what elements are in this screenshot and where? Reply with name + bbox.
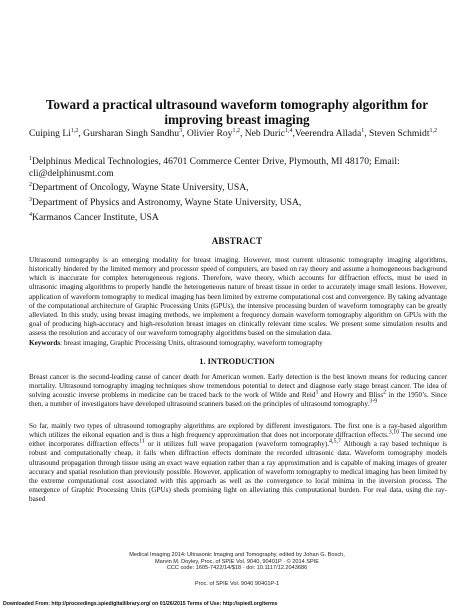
author-affiliation-mark: 3 bbox=[179, 127, 183, 134]
affiliation-text: Department of Oncology, Wayne State University, USA, bbox=[32, 182, 249, 193]
body-text: or it utilizes full wave propagation (waveform tomography). bbox=[144, 440, 330, 449]
keywords-label: Keywords bbox=[29, 339, 61, 347]
author-affiliation-mark: 1 bbox=[361, 127, 365, 134]
affiliation-number: 3 bbox=[29, 196, 32, 203]
footer-line: CCC code: 1605-7422/14/$18 · doi: 10.1117/12.2043686 bbox=[166, 565, 308, 572]
affiliation-number: 2 bbox=[29, 181, 32, 188]
footer-line: Marvin M. Doyley, Proc. of SPIE Vol. 9040, 90401P · © 2014 SPIE bbox=[154, 558, 320, 565]
author-list: Cuiping Li$^{1,2}$, Gursharan Singh Sandhu$^3$, Olivier Roy$^{1,2}$, Neb Duric$^{1,4}$,Veerendra Allada$^1$, Steven Schmidt$^{1,2}$ bbox=[29, 127, 438, 139]
abstract-text: Ultrasound tomography is an emerging modality for breast imaging. However, most current ultrasonic tomography imaging algorithms, historically hindered by the limited memory and processor speed of computers, are based on ray theory and assume a homogeneous background which is inaccurate for complex heterogeneous regions. Therefore, wave theory, which accounts for diffraction effects, must be used in ultrasonic imaging algorithms to properly handle the heterogeneous nature of breast tissue in order to accurately image small lesions. However, application of waveform tomography to medical imaging has been limited by extreme computational cost and convergence. By taking advantage of the computational architecture of Graphic Processing Units (GPUs), the intensive processing burden of waveform tomography can be greatly alleviated. In this study, using breast imaging methods, we implement a frequency domain waveform tomography algorithm on GPUs with the goal of producing high-accuracy and high-resolution breast images on clinically relevant time scales. We present some simulation results and assess the resolution and accuracy of our waveform tomography algorithms based on the simulation data. bbox=[29, 256, 447, 338]
page-number: Proc. of SPIE Vol. 9040 90401P-1 bbox=[194, 581, 280, 587]
citation-mark: 2 bbox=[383, 389, 387, 396]
affiliation bbox=[29, 197, 447, 209]
author-name: Cuiping Li bbox=[29, 128, 71, 139]
intro-paragraph bbox=[29, 373, 447, 410]
citation-mark: 1 bbox=[315, 389, 319, 396]
keywords-list: : breast imaging, Graphic Processing Units, ultrasound tomography, waveform tomography bbox=[60, 339, 323, 347]
intro-paragraph bbox=[29, 422, 447, 504]
affiliation-number: 4 bbox=[29, 211, 32, 218]
author-affiliation-mark: 1,2 bbox=[70, 127, 79, 134]
body-text: in the 1950’s. Since then, a number of investigators have developed ultrasound scanners based on the principles of ultrasound tomography. bbox=[29, 391, 447, 409]
affiliation bbox=[29, 212, 447, 224]
author-name: Steven Schmidt bbox=[369, 128, 430, 139]
body-text: The second one either incorporates diffraction effects bbox=[29, 431, 447, 449]
affiliation-text: Karmanos Cancer Institute, USA bbox=[32, 212, 159, 223]
author-name: Neb Duric bbox=[244, 128, 285, 139]
author-affiliation-mark: 1,2 bbox=[429, 127, 438, 134]
affiliation-number: 1 bbox=[29, 155, 32, 162]
affiliation bbox=[29, 156, 447, 180]
citation-mark: 3-9 bbox=[369, 399, 378, 406]
author-name: Veerendra Allada bbox=[294, 128, 362, 139]
footer-line: Medical Imaging 2014: Ultrasonic Imaging and Tomography, edited by Johan G. Bosch, bbox=[129, 552, 345, 558]
section-heading-introduction: 1. INTRODUCTION bbox=[199, 357, 275, 366]
author-name: Gursharan Singh Sandhu bbox=[83, 128, 180, 139]
body-text: Although a ray based technique is robust and computationally cheap, it fails when diffraction effects dominate the recorded ultrasonic data. Waveform tomography models ultrasound propagation through tissue using an exact wave equation rather than a ray approximation and is capable of making images of greater accuracy and spatial resolution than previously possible. However, application of waveform tomography to medical imaging has been limited by the extreme computational cost associated with this approach as well as the convergence to local minima in the inversion process. The emergence of Graphic Processing Units (GPUs) sheds promising light on alleviating this computational burden. For real data, using the ray-based bbox=[29, 440, 447, 504]
keywords bbox=[29, 339, 447, 348]
author-name: Olivier Roy bbox=[186, 128, 233, 139]
affiliation bbox=[29, 182, 447, 194]
download-notice: Downloaded From: http://proceedings.spiedigitallibrary.org/ on 01/26/2015 Terms of Use: http://spiedl.org/terms bbox=[3, 601, 278, 607]
author-affiliation-mark: 1,4 bbox=[284, 127, 293, 134]
affiliation-text: Delphinus Medical Technologies, 46701 Commerce Center Drive, Plymouth, MI 48170; Email: cli@delphinusmt.com bbox=[29, 156, 400, 179]
publication-footer bbox=[0, 552, 474, 572]
citation-mark: 3,10 bbox=[388, 429, 400, 436]
citation-mark: 4,5,7 bbox=[329, 438, 342, 445]
paper-title: Toward a practical ultrasound waveform tomography algorithm for improving breast imaging bbox=[45, 97, 429, 127]
body-text: and Howry and Bliss bbox=[318, 391, 384, 400]
abstract-heading: ABSTRACT bbox=[211, 236, 263, 246]
author-affiliation-mark: 1,2 bbox=[232, 127, 240, 134]
body-text: So far, mainly two types of ultrasound tomography algorithms are explored by different investigators. The first one is a ray-based algorithm which utilizes the eikonal equation and is thus a high frequency approximation that does not incorporate diffraction effects. bbox=[29, 422, 447, 440]
citation-mark: 11 bbox=[138, 438, 145, 445]
body-text: Breast cancer is the second-leading cause of cancer death for American women. Early detection is the best known means for reducing cancer mortality. Ultrasound tomography imaging techniques show tremendous potential to detect and diagnose early stage breast cancer. The idea of solving acoustic inverse problems in medicine can be traced back to the work of Wilde and Reid bbox=[29, 373, 447, 400]
affiliation-text: Department of Physics and Astronomy, Wayne State University, USA, bbox=[32, 197, 302, 208]
